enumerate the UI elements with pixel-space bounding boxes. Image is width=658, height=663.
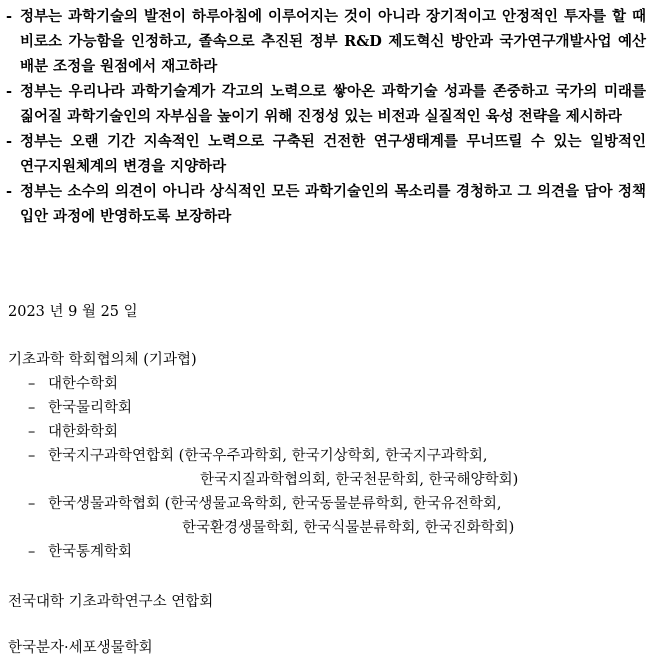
member-dash: –	[28, 424, 36, 440]
demand-text: 정부는 우리나라 과학기술계가 각고의 노력으로 쌓아온 과학기술 성과를 존중하고 국가의 미래를 짊어질 과학기술인의 자부심을 높이기 위해 진정성 있는 비전과 실질적인 육성 전략을 제시하라	[20, 83, 646, 125]
demand-dash: -	[6, 133, 13, 150]
demand-item	[6, 79, 646, 129]
demand-item	[6, 4, 646, 79]
coalition-member	[28, 398, 132, 418]
organization-name: 한국분자·세포생물학회	[8, 640, 153, 656]
organization-name: 전국대학 기초과학연구소 연합회	[8, 594, 214, 610]
member-name: 대한화학회	[48, 424, 119, 440]
member-name: 대한수학회	[48, 376, 119, 392]
demand-item	[6, 179, 646, 229]
member-dash: –	[28, 400, 36, 416]
member-dash: –	[28, 496, 36, 512]
demand-text: 정부는 오랜 기간 지속적인 노력으로 구축된 건전한 연구생태계를 무너뜨릴 수 있는 일방적인 연구지원체계의 변경을 지양하라	[20, 133, 646, 175]
member-name: 한국물리학회	[48, 400, 133, 416]
member-name: 한국생물과학협회 (한국생물교육학회, 한국동물분류학회, 한국유전학회,	[48, 496, 502, 512]
coalition-member	[28, 374, 118, 394]
demand-text: 정부는 과학기술의 발전이 하루아침에 이루어지는 것이 아니라 장기적이고 안정적인 투자를 할 때 비로소 가능함을 인정하고, 졸속으로 추진된 정부 R&D 제도혁신 방안과 국가연구개발사업 예산 배분 조정을 원점에서 재고하라	[20, 8, 646, 75]
coalition-member	[28, 542, 132, 562]
member-name: 한국통계학회	[48, 544, 133, 560]
member-dash: –	[28, 544, 36, 560]
demand-dash: -	[6, 83, 13, 100]
member-dash: –	[28, 376, 36, 392]
demands-list	[6, 4, 646, 229]
coalition-member	[28, 422, 118, 442]
demand-dash: -	[6, 8, 13, 25]
member-dash: –	[28, 448, 36, 464]
coalition-member	[28, 494, 502, 514]
coalition-title: 기초과학 학회협의체 (기과협)	[8, 352, 197, 368]
member-subsocieties: 한국환경생물학회, 한국식물분류학회, 한국진화학회)	[182, 520, 515, 536]
member-subsocieties: 한국지질과학협의회, 한국천문학회, 한국해양학회)	[200, 472, 519, 488]
demand-item	[6, 129, 646, 179]
statement-date: 2023 년 9 월 25 일	[8, 304, 138, 320]
member-name: 한국지구과학연합회 (한국우주과학회, 한국기상학회, 한국지구과학회,	[48, 448, 488, 464]
demand-text: 정부는 소수의 의견이 아니라 상식적인 모든 과학기술인의 목소리를 경청하고 그 의견을 담아 정책 입안 과정에 반영하도록 보장하라	[20, 183, 646, 225]
coalition-member	[28, 446, 488, 466]
demand-dash: -	[6, 183, 13, 200]
